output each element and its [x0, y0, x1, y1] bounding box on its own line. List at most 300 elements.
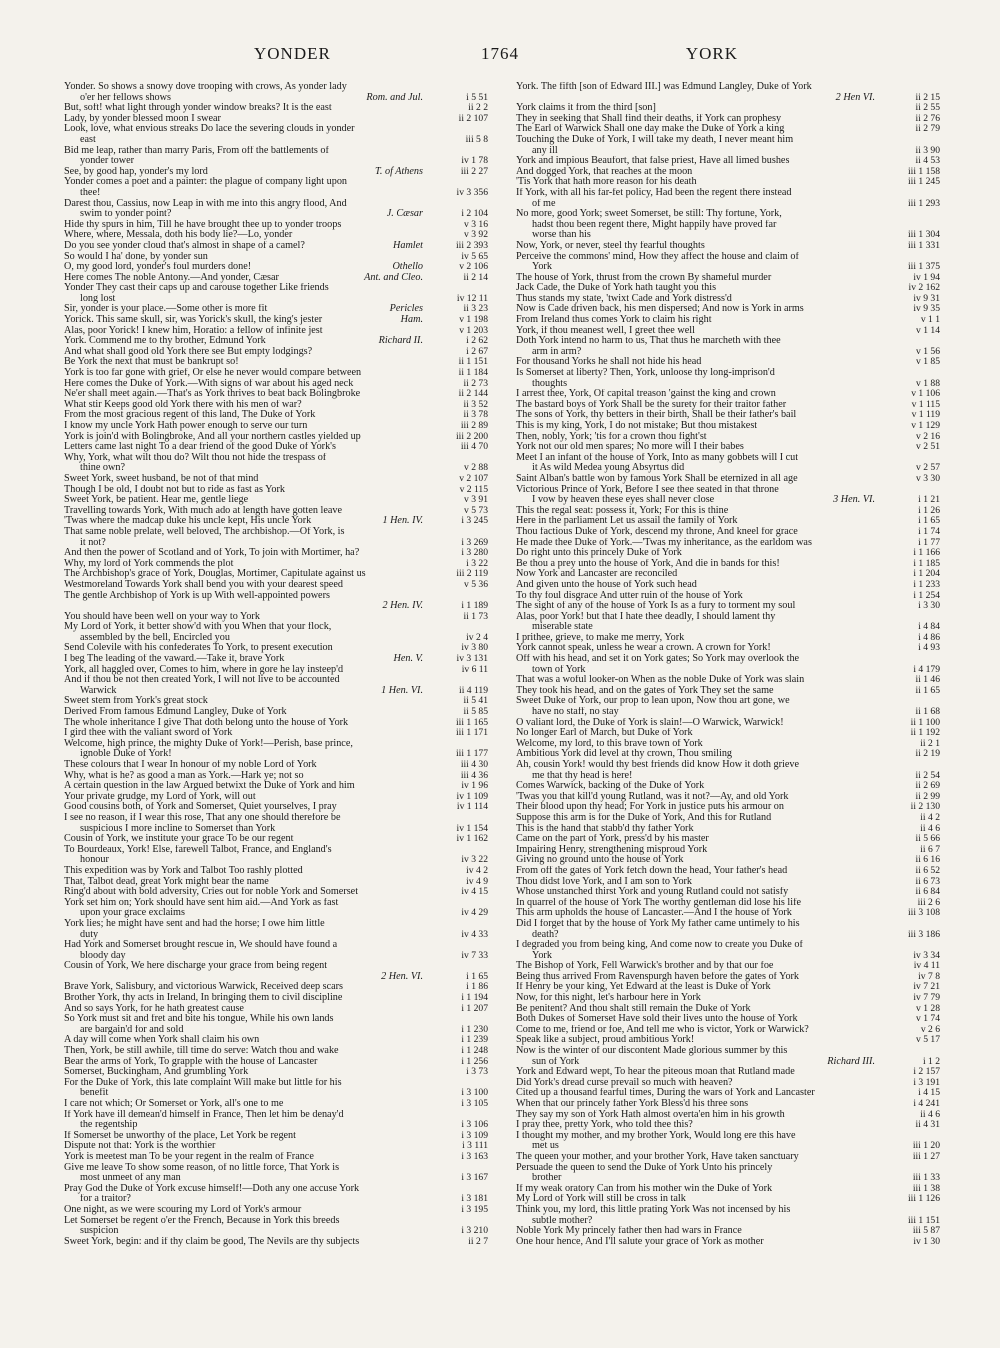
quotation-text: Off with his head, and set it on York gates; So York may overlook the [516, 654, 800, 665]
concordance-line [516, 326, 940, 337]
concordance-line [516, 506, 940, 517]
quotation-text: They in seeking that Shall find their deaths, if York can prophesy [516, 113, 782, 124]
concordance-line [64, 951, 488, 962]
left-column [64, 82, 488, 1247]
act-scene-line-ref: i 1 74 [918, 525, 940, 537]
act-scene-line-ref: iv 9 35 [913, 303, 940, 315]
act-scene-line-ref: ii 6 52 [915, 864, 940, 876]
act-scene-line-ref: ii 6 73 [915, 875, 940, 887]
act-scene-line-ref: i 1 254 [913, 589, 940, 601]
page-header [62, 44, 938, 70]
quotation-text: These colours that I wear In honour of my noble Lord of York [64, 760, 317, 770]
concordance-line [64, 1173, 488, 1184]
concordance-line [516, 220, 940, 231]
concordance-line [516, 230, 940, 241]
quotation-text: York. The fifth [son of Edward III.] was Edmund Langley, Duke of York [516, 82, 812, 92]
play-title: T. of Athens [374, 165, 423, 177]
quotation-text: thine own? [80, 463, 125, 474]
concordance-line [516, 813, 940, 824]
concordance-line [64, 1141, 488, 1152]
concordance-line [64, 1035, 488, 1046]
quotation-text: Look, love, what envious streaks Do lace the severing clouds in yonder [64, 124, 355, 135]
concordance-line [64, 1152, 488, 1163]
quotation-text: That, Talbot dead, great York might bear the name [64, 876, 269, 887]
concordance-line [516, 961, 940, 972]
concordance-line [64, 188, 488, 199]
act-scene-line-ref: ii 1 46 [915, 674, 940, 686]
act-scene-line-ref: ii 2 144 [458, 388, 488, 400]
concordance-line [516, 824, 940, 835]
concordance-line [64, 781, 488, 792]
act-scene-line-ref: iii 3 186 [908, 928, 940, 940]
quotation-text: You should have been well on your way to York [64, 611, 260, 622]
quotation-text: Came on the part of York, press'd by his master [516, 834, 709, 845]
concordance-line [516, 612, 940, 623]
quotation-text: If York, with all his far-fet policy, Had been the regent there instead [516, 187, 792, 198]
concordance-line [64, 294, 488, 305]
act-scene-line-ref: i 3 181 [461, 1193, 488, 1205]
quotation-text: And then the power of Scotland and of York, To join with Mortimer, ha? [64, 548, 360, 559]
act-scene-line-ref: iv 1 154 [456, 822, 488, 834]
quotation-text: Touching the Duke of York, I will take my death, I never meant him [516, 134, 794, 145]
act-scene-line-ref: ii 2 7 [468, 1235, 488, 1247]
concordance-line [516, 336, 940, 347]
act-scene-line-ref: iv 9 31 [913, 292, 940, 304]
concordance-line [516, 654, 940, 665]
concordance-line [516, 167, 940, 178]
concordance-line [516, 940, 940, 951]
act-scene-line-ref: iv 7 33 [461, 949, 488, 961]
concordance-line [64, 643, 488, 654]
act-scene-line-ref: v 1 1 [920, 314, 940, 326]
concordance-line [64, 919, 488, 930]
act-scene-line-ref: ii 5 85 [463, 706, 488, 718]
quotation-text: The house of York, thrust from the crown By shameful murder [516, 272, 772, 283]
act-scene-line-ref: iii 1 151 [908, 1214, 940, 1226]
quotation-text: In quarrel of the house of York The worthy gentleman did lose his life [516, 897, 802, 908]
play-title: Rom. and Jul. [366, 91, 423, 103]
act-scene-line-ref: iv 3 22 [461, 854, 488, 866]
quotation-text: for a traitor? [80, 1194, 131, 1205]
concordance-line [516, 686, 940, 697]
quotation-text: Now is Cade driven back, his men dispersed; And now is York in arms [516, 304, 804, 315]
quotation-text: Dispute not that: York is the worthier [64, 1141, 216, 1152]
act-scene-line-ref: iv 4 29 [461, 907, 488, 919]
concordance-line [516, 993, 940, 1004]
act-scene-line-ref: i 3 191 [913, 1076, 940, 1088]
quotation-text: This expedition was by York and Talbot Too rashly plotted [64, 865, 303, 876]
concordance-line [516, 707, 940, 718]
quotation-text: Suppose this arm is for the Duke of York, And this for Rutland [516, 812, 772, 823]
quotation-text: 'Twas you that kill'd young Rutland, was it not?—Ay, and old York [516, 791, 789, 802]
act-scene-line-ref: i 1 86 [466, 981, 488, 993]
concordance-line [64, 156, 488, 167]
concordance-line [64, 442, 488, 453]
concordance-line [516, 304, 940, 315]
play-title: 2 Hen. VI. [381, 970, 423, 982]
act-scene-line-ref: v 1 203 [459, 324, 488, 336]
quotation-text: Meet I an infant of the house of York, Into as many gobbets will I cut [516, 452, 799, 463]
quotation-text: York and Edward wept, To hear the piteous moan that Rutland made [516, 1067, 795, 1078]
concordance-line [64, 432, 488, 443]
concordance-line [516, 209, 940, 220]
act-scene-line-ref: ii 1 192 [910, 727, 940, 739]
act-scene-line-ref: ii 2 79 [915, 123, 940, 135]
quotation-text: The Earl of Warwick Shall one day make the Duke of York a king [516, 124, 785, 135]
act-scene-line-ref: v 2 51 [916, 441, 940, 453]
concordance-line [64, 665, 488, 676]
quotation-text: Be thou a prey unto the house of York, And die in bands for this! [516, 558, 780, 569]
act-scene-line-ref: v 2 57 [916, 462, 940, 474]
quotation-text: arm in arm? [532, 346, 582, 357]
concordance-line [64, 622, 488, 633]
act-scene-line-ref: ii 3 52 [463, 398, 488, 410]
quotation-text: The bastard boys of York Shall be the surety for their traitor father [516, 399, 787, 410]
quotation-text: upon your grace exclaims [80, 908, 185, 919]
act-scene-line-ref: iii 2 393 [456, 239, 488, 251]
concordance-line [516, 188, 940, 199]
concordance-line [64, 749, 488, 760]
quotation-text: the regentship [80, 1120, 138, 1131]
quotation-text: He made thee Duke of York.—'Twas my inheritance, as the earldom was [516, 537, 812, 548]
act-scene-line-ref: iii 1 165 [456, 716, 488, 728]
quotation-text: long lost [80, 293, 116, 304]
act-scene-line-ref: iii 5 8 [465, 133, 488, 145]
act-scene-line-ref: iv 12 11 [456, 292, 488, 304]
act-scene-line-ref: i 3 111 [462, 1140, 488, 1152]
concordance-line [516, 400, 940, 411]
act-scene-line-ref: ii 2 76 [915, 112, 940, 124]
concordance-line [516, 591, 940, 602]
act-scene-line-ref: iii 1 27 [912, 1150, 940, 1162]
quotation-text: Yonder comes a poet and a painter: the plague of company light upon [64, 177, 348, 188]
concordance-line [64, 559, 488, 570]
act-scene-line-ref: iv 1 162 [456, 833, 488, 845]
quotation-text: of me [532, 198, 556, 209]
quotation-text: Sweet York, begin: and if thy claim be good, The Nevils are thy subjects [64, 1236, 360, 1247]
act-scene-line-ref: iv 1 96 [461, 780, 488, 792]
act-scene-line-ref: i 4 86 [918, 631, 940, 643]
act-scene-line-ref: v 1 198 [459, 314, 488, 326]
act-scene-line-ref: v 5 36 [464, 578, 488, 590]
quotation-text: suspicious I more incline to Somerset than York [80, 823, 276, 834]
act-scene-line-ref: i 1 77 [918, 536, 940, 548]
concordance-line [64, 813, 488, 824]
quotation-text: What stir Keeps good old York there with his men of war? [64, 399, 302, 410]
concordance-line [516, 633, 940, 644]
quotation-text: No longer Earl of March, but Duke of York [516, 728, 693, 739]
act-scene-line-ref: i 1 2 [922, 1055, 940, 1067]
concordance-line [64, 972, 488, 983]
quotation-text: Give me leave To show some reason, of no little force, That York is [64, 1162, 340, 1173]
act-scene-line-ref: ii 4 119 [459, 684, 488, 696]
concordance-line [64, 1025, 488, 1036]
act-scene-line-ref: i 1 26 [918, 504, 940, 516]
act-scene-line-ref: i 1 166 [913, 547, 940, 559]
quotation-text: From the most gracious regent of this land, The Duke of York [64, 410, 316, 421]
quotation-text: Now, for this night, let's harbour here in York [516, 993, 701, 1004]
concordance-line [516, 442, 940, 453]
concordance-line [64, 802, 488, 813]
quotation-text: suspicion [80, 1226, 119, 1237]
concordance-line [64, 1216, 488, 1227]
quotation-text: For the Duke of York, this late complaint Will make but little for his [64, 1077, 342, 1088]
act-scene-line-ref: i 1 256 [461, 1055, 488, 1067]
concordance-line [516, 135, 940, 146]
act-scene-line-ref: v 2 106 [459, 261, 488, 273]
act-scene-line-ref: iii 1 375 [908, 261, 940, 273]
act-scene-line-ref: v 5 73 [464, 504, 488, 516]
act-scene-line-ref: v 1 74 [916, 1013, 940, 1025]
concordance-line [64, 167, 488, 178]
concordance-line [64, 357, 488, 368]
quotation-text: Speak like a subject, proud ambitious York! [516, 1035, 695, 1046]
act-scene-line-ref: i 3 105 [461, 1098, 488, 1109]
quotation-text: it As wild Medea young Absyrtus did [532, 463, 685, 474]
act-scene-line-ref: iii 4 36 [460, 769, 488, 781]
quotation-text: Welcome, my lord, to this brave town of York [516, 738, 703, 749]
quotation-text: This the regal seat: possess it, York; For this is thine [516, 505, 729, 516]
quotation-text: Ne'er shall meet again.—That's as York thrives to beat back Bolingbroke [64, 389, 361, 400]
play-title: Ham. [400, 314, 423, 326]
quotation-text: To thy foul disgrace And utter ruin of the house of York [516, 590, 743, 601]
concordance-line [516, 675, 940, 686]
quotation-text: Good cousins both, of York and Somerset, Quiet yourselves, I pray [64, 802, 337, 813]
act-scene-line-ref: ii 2 2 [468, 102, 488, 114]
quotation-text: most unmeet of any man [80, 1173, 181, 1184]
quotation-text: O valiant lord, the Duke of York is slain!—O Warwick, Warwick! [516, 717, 784, 728]
act-scene-line-ref: iii 1 293 [908, 197, 940, 209]
quotation-text: Do you see yonder cloud that's almost in shape of a camel? [64, 240, 305, 251]
concordance-line [516, 760, 940, 771]
act-scene-line-ref: iv 3 356 [456, 186, 488, 198]
concordance-line [516, 368, 940, 379]
quotation-text: Why, my lord of York commends the plot [64, 558, 234, 569]
quotation-text: Giving no ground unto the house of York [516, 855, 684, 866]
act-scene-line-ref: v 3 91 [464, 494, 488, 506]
quotation-text: Saint Alban's battle won by famous York Shall be eternized in all age [516, 473, 798, 484]
concordance-line [64, 1163, 488, 1174]
act-scene-line-ref: v 1 106 [911, 388, 940, 400]
quotation-text: Letters came last night To a dear friend of the good Duke of York's [64, 442, 336, 453]
act-scene-line-ref: iv 7 21 [913, 981, 940, 993]
concordance-line [64, 410, 488, 421]
act-scene-line-ref: iii 1 245 [908, 176, 940, 188]
concordance-line [64, 463, 488, 474]
quotation-text: I know my uncle York Hath power enough to serve our turn [64, 421, 308, 431]
concordance-line [516, 1078, 940, 1089]
quotation-text: Cousin of York, We here discharge your grace from being regent [64, 961, 328, 972]
concordance-line [516, 972, 940, 983]
quotation-text: any ill [532, 145, 558, 156]
quotation-text: York is too far gone with grief, Or else he never would compare between [64, 368, 362, 379]
act-scene-line-ref: iv 7 8 [918, 970, 940, 982]
act-scene-line-ref: iv 4 11 [913, 960, 940, 972]
concordance-line [64, 1194, 488, 1205]
quotation-text: miserable state [532, 622, 593, 633]
quotation-text: Westmoreland Towards York shall bend you with your dearest speed [64, 579, 343, 590]
quotation-text: Lady, by yonder blessed moon I swear [64, 113, 221, 124]
concordance-line [516, 855, 940, 866]
concordance-line [516, 580, 940, 591]
act-scene-line-ref: iii 1 177 [456, 748, 488, 760]
concordance-line [516, 1025, 940, 1036]
quotation-text: That same noble prelate, well beloved, The archbishop.—Of York, is [64, 526, 345, 537]
act-scene-line-ref: i 5 51 [466, 91, 488, 103]
quotation-text: One night, as we were scouring my Lord of York's armour [64, 1204, 302, 1215]
concordance-line [64, 283, 488, 294]
quotation-text: Pray God the Duke of York excuse himself!—Doth any one accuse York [64, 1183, 360, 1194]
concordance-line [516, 156, 940, 167]
concordance-line [516, 1141, 940, 1152]
quotation-text: This is the hand that stabb'd thy father York [516, 823, 694, 834]
quotation-text: Come to me, friend or foe, And tell me who is victor, York or Warwick? [516, 1024, 809, 1035]
concordance-line [64, 135, 488, 146]
act-scene-line-ref: i 3 22 [466, 557, 488, 569]
act-scene-line-ref: ii 3 90 [915, 144, 940, 156]
concordance-line [64, 961, 488, 972]
concordance-line [516, 538, 940, 549]
act-scene-line-ref: v 3 30 [916, 472, 940, 484]
quotation-text: 'Tis York that hath more reason for his death [516, 177, 697, 188]
page-number: 1764 [481, 44, 519, 63]
quotation-text: This is my king, York, I do not mistake; But thou mistakest [516, 421, 758, 431]
concordance-line [516, 1099, 940, 1110]
quotation-text: The Archbishop's grace of York, Douglas, Mortimer, Capitulate against us [64, 569, 366, 580]
act-scene-line-ref: i 4 241 [913, 1098, 940, 1109]
act-scene-line-ref: iii 1 126 [908, 1193, 940, 1205]
act-scene-line-ref: i 1 230 [461, 1023, 488, 1035]
quotation-text: I thought my mother, and my brother York, Would long ere this have [516, 1130, 796, 1141]
act-scene-line-ref: iii 2 200 [456, 430, 488, 442]
act-scene-line-ref: i 4 93 [918, 642, 940, 654]
quotation-text: Brave York, Salisbury, and victorious Warwick, Received deep scars [64, 982, 343, 993]
quotation-text: Ah, cousin York! would thy best friends did know How it doth grieve [516, 760, 799, 770]
quotation-text: Travelling towards York, With much ado at length have gotten leave [64, 505, 342, 516]
concordance-line [516, 1226, 940, 1237]
concordance-line [64, 1078, 488, 1089]
act-scene-line-ref: ii 1 184 [458, 367, 488, 379]
act-scene-line-ref: v 1 129 [911, 420, 940, 431]
concordance-line [64, 114, 488, 125]
concordance-line [64, 1057, 488, 1068]
concordance-line [516, 781, 940, 792]
concordance-line [516, 93, 940, 104]
act-scene-line-ref: iv 1 114 [456, 801, 488, 813]
concordance-line [516, 771, 940, 782]
quotation-text: have no staff, no stay [532, 707, 619, 718]
concordance-line [516, 728, 940, 739]
concordance-line [64, 898, 488, 909]
quotation-text: York, if thou meanest well, I greet thee well [516, 325, 695, 336]
concordance-line [516, 199, 940, 210]
quotation-text: Is Somerset at liberty? Then, York, unloose thy long-imprison'd [516, 368, 775, 379]
quotation-text: From Ireland thus comes York to claim his right [516, 315, 712, 326]
act-scene-line-ref: iii 1 171 [456, 727, 488, 739]
quotation-text: Alas, poor York! but that I hate thee deadly, I should lament thy [516, 611, 776, 622]
quotation-text: subtle mother? [532, 1215, 593, 1226]
concordance-line [516, 527, 940, 538]
concordance-line [64, 485, 488, 496]
quotation-text: They say my son of York Hath almost overta'en him in his growth [516, 1109, 785, 1120]
concordance-line [64, 124, 488, 135]
play-title: Richard II. [378, 335, 423, 347]
concordance-line [64, 1184, 488, 1195]
quotation-text: If Henry be your king, Yet Edward at the least is Duke of York [516, 982, 771, 993]
quotation-text: brother [532, 1173, 562, 1184]
quotation-text: Derived From famous Edmund Langley, Duke of York [64, 707, 287, 718]
quotation-text: bloody day [80, 950, 126, 961]
act-scene-line-ref: ii 4 6 [920, 822, 940, 834]
act-scene-line-ref: i 2 62 [466, 335, 488, 347]
concordance-line [64, 686, 488, 697]
quotation-text: I see no reason, if I wear this rose, That any one should therefore be [64, 812, 341, 823]
quotation-text: But, soft! what light through yonder window breaks? It is the east [64, 103, 332, 114]
quotation-text: Thou factious Duke of York, descend my throne, And kneel for grace [516, 526, 798, 537]
concordance-line [64, 273, 488, 284]
concordance-line [516, 273, 940, 284]
act-scene-line-ref: iii 2 27 [460, 165, 488, 177]
concordance-line [64, 1014, 488, 1025]
act-scene-line-ref: iv 1 94 [913, 271, 940, 283]
concordance-line [516, 1120, 940, 1131]
quotation-text: Bear the arms of York, To grapple with the house of Lancaster [64, 1056, 318, 1067]
act-scene-line-ref: i 1 194 [461, 992, 488, 1004]
quotation-text: Be penitent? And thou shalt still remain the Duke of York [516, 1003, 751, 1014]
concordance-line [64, 1205, 488, 1216]
concordance-line [516, 548, 940, 559]
act-scene-line-ref: v 1 119 [911, 409, 940, 421]
quotation-text: Sweet York, sweet husband, be not of that mind [64, 473, 259, 484]
quotation-text: York is meetest man To be your regent in the realm of France [64, 1151, 314, 1162]
concordance-line [64, 1237, 488, 1248]
act-scene-line-ref: i 1 185 [913, 557, 940, 569]
quotation-text: Ambitious York did level at thy crown, Thou smiling [516, 749, 733, 760]
concordance-line [64, 315, 488, 326]
quotation-text: Think you, my lord, this little prating York Was not incensed by his [516, 1204, 791, 1215]
concordance-line [516, 389, 940, 400]
concordance-line [64, 728, 488, 739]
quotation-text: 'Twas where the madcap duke his uncle kept, His uncle York [64, 516, 312, 527]
act-scene-line-ref: i 4 179 [913, 663, 940, 675]
play-title: 2 Hen VI. [835, 91, 875, 103]
concordance-line [64, 1067, 488, 1078]
concordance-line [516, 1067, 940, 1078]
concordance-line [64, 1120, 488, 1131]
act-scene-line-ref: iii 1 304 [908, 229, 940, 241]
concordance-line [516, 622, 940, 633]
concordance-line [516, 283, 940, 294]
quotation-text: Alas, poor Yorick! I knew him, Horatio: a fellow of infinite jest [64, 325, 323, 336]
act-scene-line-ref: i 1 204 [913, 568, 940, 580]
concordance-line [64, 982, 488, 993]
act-scene-line-ref: i 3 30 [918, 600, 940, 612]
quotation-text: Brother York, thy acts in Ireland, In bringing them to civil discipline [64, 993, 343, 1004]
quotation-text: east [80, 134, 96, 145]
quotation-text: Welcome, high prince, the mighty Duke of York!—Perish, base prince, [64, 738, 353, 749]
quotation-text: thee! [80, 187, 101, 198]
concordance-line [64, 633, 488, 644]
act-scene-line-ref: ii 2 73 [463, 377, 488, 389]
act-scene-line-ref: ii 1 73 [463, 610, 488, 622]
quotation-text: Hide thy spurs in him, Till he have brought thee up to yonder troops [64, 219, 342, 230]
act-scene-line-ref: iii 1 20 [912, 1140, 940, 1152]
concordance-line [516, 845, 940, 856]
quotation-text: See, by good hap, yonder's my lord [64, 166, 208, 177]
concordance-line [64, 993, 488, 1004]
concordance-line [64, 1110, 488, 1121]
quotation-text: Victorious Prince of York, Before I see thee seated in that throne [516, 484, 779, 495]
